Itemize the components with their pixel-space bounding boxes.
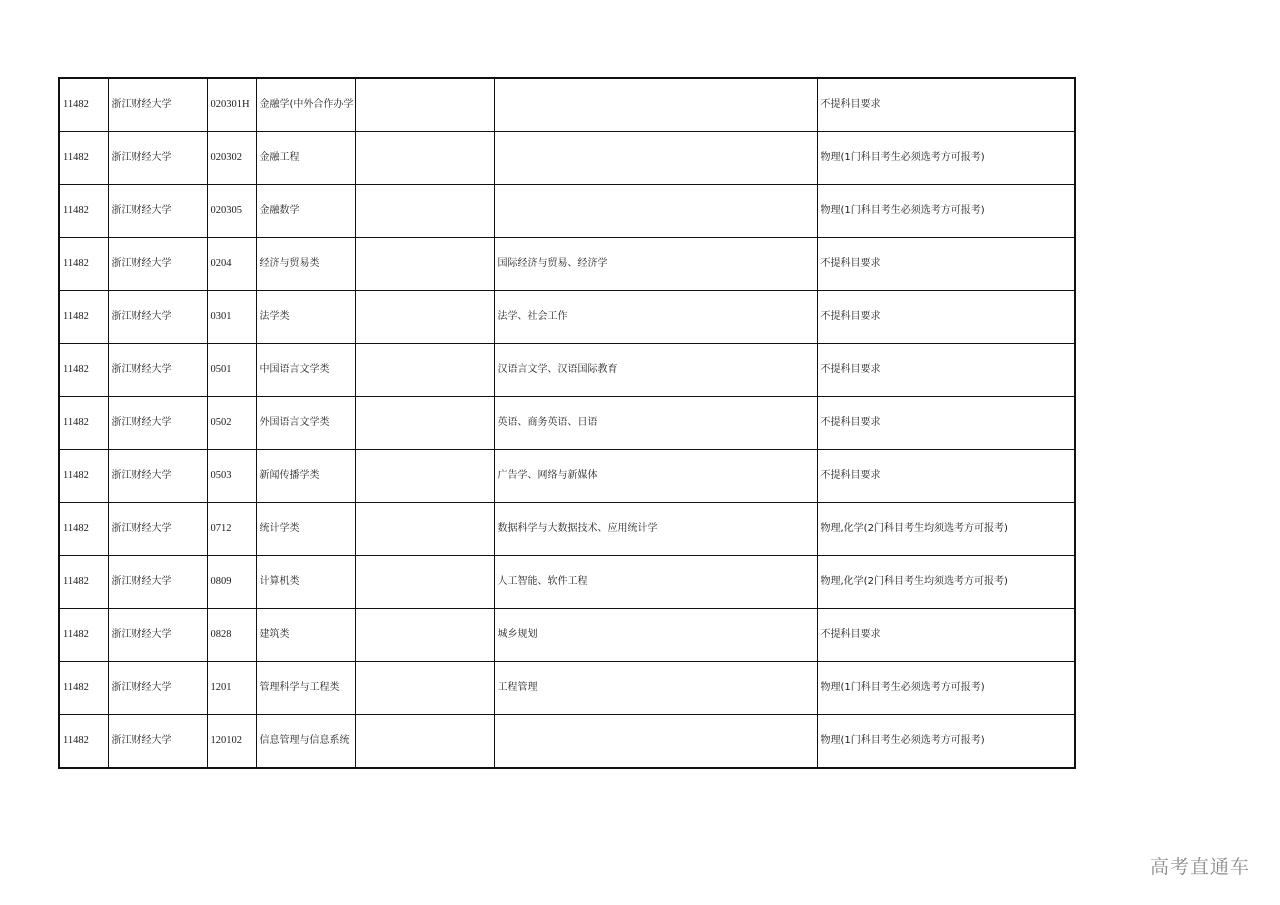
included-majors-cell: 数据科学与大数据技术、应用统计学 bbox=[494, 503, 817, 556]
watermark-text: 高考直通车 bbox=[1149, 856, 1250, 878]
table-body bbox=[59, 78, 1075, 768]
included-majors-cell: 国际经济与贸易、经济学 bbox=[494, 238, 817, 291]
major-code-cell: 020301H bbox=[207, 78, 256, 132]
included-majors-cell: 广告学、网络与新媒体 bbox=[494, 450, 817, 503]
major-code-cell: 0809 bbox=[207, 556, 256, 609]
school-code-cell: 11482 bbox=[59, 185, 108, 238]
major-name-cell: 外国语言文学类 bbox=[256, 397, 355, 450]
subject-requirement-cell: 不提科目要求 bbox=[817, 78, 1075, 132]
school-code-cell: 11482 bbox=[59, 397, 108, 450]
school-code-cell: 11482 bbox=[59, 78, 108, 132]
major-code-cell: 0503 bbox=[207, 450, 256, 503]
major-code-cell: 020302 bbox=[207, 132, 256, 185]
major-code-cell: 0301 bbox=[207, 291, 256, 344]
school-code-cell: 11482 bbox=[59, 132, 108, 185]
included-majors-cell: 法学、社会工作 bbox=[494, 291, 817, 344]
major-name-cell: 经济与贸易类 bbox=[256, 238, 355, 291]
school-code-cell: 11482 bbox=[59, 344, 108, 397]
school-name-cell: 浙江财经大学 bbox=[108, 132, 207, 185]
school-name-cell: 浙江财经大学 bbox=[108, 503, 207, 556]
major-name-cell: 金融工程 bbox=[256, 132, 355, 185]
included-majors-cell bbox=[494, 185, 817, 238]
school-name-cell: 浙江财经大学 bbox=[108, 397, 207, 450]
major-code-cell: 0502 bbox=[207, 397, 256, 450]
table-row bbox=[59, 344, 1075, 397]
table-row bbox=[59, 132, 1075, 185]
school-code-cell: 11482 bbox=[59, 238, 108, 291]
major-name-cell: 统计学类 bbox=[256, 503, 355, 556]
included-majors-cell: 汉语言文学、汉语国际教育 bbox=[494, 344, 817, 397]
subject-requirement-cell: 物理(1门科目考生必须选考方可报考) bbox=[817, 132, 1075, 185]
included-majors-cell: 英语、商务英语、日语 bbox=[494, 397, 817, 450]
empty-cell bbox=[355, 662, 494, 715]
subject-requirement-cell: 不提科目要求 bbox=[817, 450, 1075, 503]
major-code-cell: 020305 bbox=[207, 185, 256, 238]
table-row bbox=[59, 397, 1075, 450]
subject-requirement-cell: 不提科目要求 bbox=[817, 291, 1075, 344]
school-name-cell: 浙江财经大学 bbox=[108, 662, 207, 715]
school-name-cell: 浙江财经大学 bbox=[108, 450, 207, 503]
school-name-cell: 浙江财经大学 bbox=[108, 344, 207, 397]
table-row bbox=[59, 503, 1075, 556]
table-row bbox=[59, 662, 1075, 715]
school-name-cell: 浙江财经大学 bbox=[108, 185, 207, 238]
major-code-cell: 120102 bbox=[207, 715, 256, 769]
table-row bbox=[59, 556, 1075, 609]
subject-requirements-table bbox=[58, 77, 1076, 769]
included-majors-cell: 人工智能、软件工程 bbox=[494, 556, 817, 609]
included-majors-cell: 工程管理 bbox=[494, 662, 817, 715]
included-majors-cell bbox=[494, 78, 817, 132]
table-row bbox=[59, 238, 1075, 291]
school-code-cell: 11482 bbox=[59, 450, 108, 503]
subject-requirement-cell: 物理(1门科目考生必须选考方可报考) bbox=[817, 715, 1075, 769]
school-code-cell: 11482 bbox=[59, 715, 108, 769]
major-code-cell: 0501 bbox=[207, 344, 256, 397]
major-code-cell: 1201 bbox=[207, 662, 256, 715]
major-name-cell: 金融学(中外合作办学 bbox=[256, 78, 355, 132]
subject-requirement-cell: 物理(1门科目考生必须选考方可报考) bbox=[817, 185, 1075, 238]
subject-requirement-cell: 不提科目要求 bbox=[817, 397, 1075, 450]
table-row bbox=[59, 609, 1075, 662]
subject-requirement-cell: 物理(1门科目考生必须选考方可报考) bbox=[817, 662, 1075, 715]
subject-requirement-cell: 不提科目要求 bbox=[817, 344, 1075, 397]
major-name-cell: 新闻传播学类 bbox=[256, 450, 355, 503]
school-name-cell: 浙江财经大学 bbox=[108, 715, 207, 769]
included-majors-cell bbox=[494, 715, 817, 769]
table-row bbox=[59, 450, 1075, 503]
school-code-cell: 11482 bbox=[59, 291, 108, 344]
major-name-cell: 管理科学与工程类 bbox=[256, 662, 355, 715]
school-name-cell: 浙江财经大学 bbox=[108, 78, 207, 132]
subject-requirement-cell: 不提科目要求 bbox=[817, 238, 1075, 291]
school-code-cell: 11482 bbox=[59, 556, 108, 609]
included-majors-cell bbox=[494, 132, 817, 185]
school-name-cell: 浙江财经大学 bbox=[108, 291, 207, 344]
empty-cell bbox=[355, 397, 494, 450]
school-name-cell: 浙江财经大学 bbox=[108, 609, 207, 662]
table-row bbox=[59, 291, 1075, 344]
major-name-cell: 法学类 bbox=[256, 291, 355, 344]
major-name-cell: 金融数学 bbox=[256, 185, 355, 238]
subject-requirement-cell: 物理,化学(2门科目考生均须选考方可报考) bbox=[817, 556, 1075, 609]
empty-cell bbox=[355, 609, 494, 662]
empty-cell bbox=[355, 185, 494, 238]
empty-cell bbox=[355, 238, 494, 291]
school-name-cell: 浙江财经大学 bbox=[108, 556, 207, 609]
table-row bbox=[59, 715, 1075, 769]
school-name-cell: 浙江财经大学 bbox=[108, 238, 207, 291]
empty-cell bbox=[355, 556, 494, 609]
major-name-cell: 建筑类 bbox=[256, 609, 355, 662]
empty-cell bbox=[355, 715, 494, 769]
subject-requirement-cell: 不提科目要求 bbox=[817, 609, 1075, 662]
major-code-cell: 0828 bbox=[207, 609, 256, 662]
empty-cell bbox=[355, 344, 494, 397]
major-name-cell: 中国语言文学类 bbox=[256, 344, 355, 397]
empty-cell bbox=[355, 78, 494, 132]
school-code-cell: 11482 bbox=[59, 609, 108, 662]
major-name-cell: 计算机类 bbox=[256, 556, 355, 609]
table-row bbox=[59, 78, 1075, 132]
major-code-cell: 0712 bbox=[207, 503, 256, 556]
included-majors-cell: 城乡规划 bbox=[494, 609, 817, 662]
subject-requirement-cell: 物理,化学(2门科目考生均须选考方可报考) bbox=[817, 503, 1075, 556]
school-code-cell: 11482 bbox=[59, 503, 108, 556]
empty-cell bbox=[355, 132, 494, 185]
school-code-cell: 11482 bbox=[59, 662, 108, 715]
empty-cell bbox=[355, 291, 494, 344]
empty-cell bbox=[355, 450, 494, 503]
major-name-cell: 信息管理与信息系统 bbox=[256, 715, 355, 769]
empty-cell bbox=[355, 503, 494, 556]
table-row bbox=[59, 185, 1075, 238]
major-code-cell: 0204 bbox=[207, 238, 256, 291]
